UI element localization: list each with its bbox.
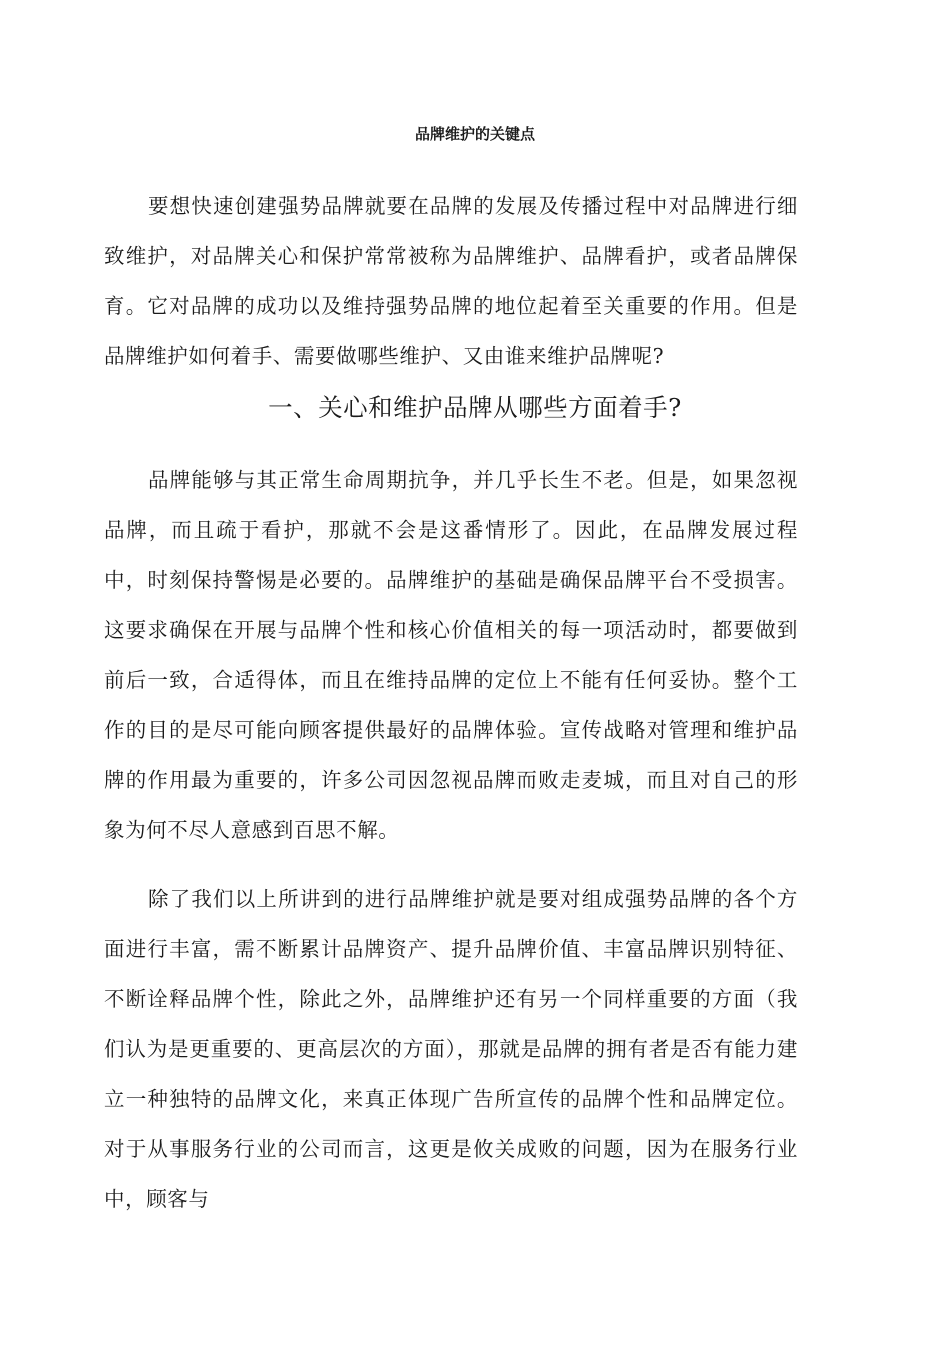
paragraph-intro: 要想快速创建强势品牌就要在品牌的发展及传播过程中对品牌进行细致维护，对品牌关心和保护常常被称为品牌维护、品牌看护，或者品牌保育。它对品牌的成功以及维持强势品牌的地位起着至关重要的作用。但是品牌维护如何着手、需要做哪些维护、又由谁来维护品牌呢? [104,194,798,368]
paragraph-brand-culture: 除了我们以上所讲到的进行品牌维护就是要对组成强势品牌的各个方面进行丰富，需不断累计品牌资产、提升品牌价值、丰富品牌识别特征、不断诠释品牌个性，除此之外，品牌维护还有另一个同样重要的方面（我们认为是更重要的、更高层次的方面），那就是品牌的拥有者是否有能力建立一种独特的品牌文化，来真正体现广告所宣传的品牌个性和品牌定位。对于从事服务行业的公司而言，这更是攸关成败的问题，因为在服务行业中，顾客与 [104,887,798,1211]
paragraph-brand-lifecycle: 品牌能够与其正常生命周期抗争，并几乎长生不老。但是，如果忽视品牌，而且疏于看护，那就不会是这番情形了。因此，在品牌发展过程中，时刻保持警惕是必要的。品牌维护的基础是确保品牌平台不受损害。这要求确保在开展与品牌个性和核心价值相关的每一项活动时，都要做到前后一致，合适得体，而且在维持品牌的定位上不能有任何妥协。整个工作的目的是尽可能向顾客提供最好的品牌体验。宣传战略对管理和维护品牌的作用最为重要的，许多公司因忽视品牌而败走麦城，而且对自己的形象为何不尽人意感到百思不解。 [104,468,798,842]
section-heading-1: 一、关心和维护品牌从哪些方面着手? [268,393,682,422]
document-title: 品牌维护的关键点 [414,125,535,143]
